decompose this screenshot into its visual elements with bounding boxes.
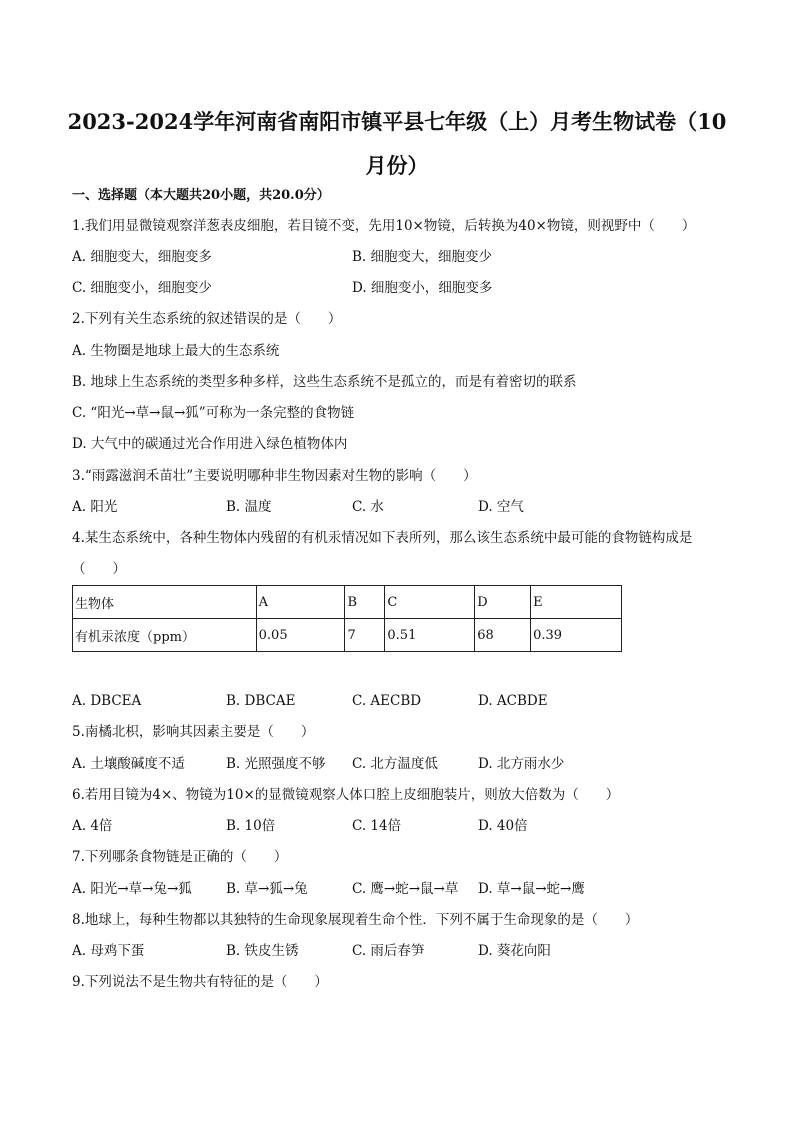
question-5-option-a[interactable]: A. 土壤酸碱度不适 [72, 756, 185, 772]
question-4-option-a[interactable]: A. DBCEA [72, 693, 142, 709]
table-cell: 生物体 [73, 586, 257, 619]
question-8-option-c[interactable]: C. 雨后春笋 [352, 943, 425, 959]
question-3-option-c[interactable]: C. 水 [352, 499, 384, 515]
question-1-option-b[interactable]: B. 细胞变大，细胞变少 [352, 249, 493, 265]
question-6-stem: 6.若用目镜为4×、物镜为10×的显微镜观察人体口腔上皮细胞装片，则放大倍数为（ ） [72, 787, 620, 803]
table-cell: 7 [345, 619, 385, 652]
question-2-option-b[interactable]: B. 地球上生态系统的类型多种多样，这些生态系统不是孤立的，而是有着密切的联系 [72, 374, 577, 390]
table-row [73, 619, 622, 652]
question-5-option-d[interactable]: D. 北方雨水少 [478, 756, 565, 772]
table-cell: 0.05 [256, 619, 345, 652]
question-4-stem: 4.某生态系统中，各种生物体内残留的有机汞情况如下表所列，那么该生态系统中最可能的食物链构成是 [72, 530, 693, 546]
question-5-stem: 5.南橘北枳，影响其因素主要是（ ） [72, 724, 315, 740]
exam-title: 2023-2024学年河南省南阳市镇平县七年级（上）月考生物试卷（10月份） [67, 109, 727, 178]
question-8-option-a[interactable]: A. 母鸡下蛋 [72, 943, 145, 959]
question-5-option-c[interactable]: C. 北方温度低 [352, 756, 438, 772]
table-cell: 0.51 [385, 619, 475, 652]
question-7-option-b[interactable]: B. 草→狐→兔 [226, 881, 308, 897]
question-7-option-a[interactable]: A. 阳光→草→兔→狐 [72, 881, 192, 897]
question-4-option-c[interactable]: C. AECBD [352, 693, 422, 709]
question-3-stem: 3.“雨露滋润禾苗壮”主要说明哪种非生物因素对生物的影响（ ） [72, 468, 477, 484]
question-3-option-d[interactable]: D. 空气 [478, 499, 524, 515]
question-6-option-d[interactable]: D. 40倍 [478, 818, 528, 834]
question-7-option-c[interactable]: C. 鹰→蛇→鼠→草 [352, 881, 459, 897]
table-cell: A [256, 586, 345, 619]
question-1-option-a[interactable]: A. 细胞变大，细胞变多 [72, 249, 212, 265]
question-3-option-a[interactable]: A. 阳光 [72, 499, 118, 515]
question-7-stem: 7.下列哪条食物链是正确的（ ） [72, 849, 288, 865]
question-8-option-d[interactable]: D. 葵花向阳 [478, 943, 551, 959]
table-cell: 68 [475, 619, 531, 652]
question-7-option-d[interactable]: D. 草→鼠→蛇→鹰 [478, 881, 585, 897]
question-1-option-c[interactable]: C. 细胞变小，细胞变少 [72, 280, 212, 296]
table-cell: C [385, 586, 475, 619]
section-heading: 一、选择题（本大题共20小题，共20.0分） [72, 188, 330, 203]
question-8-stem: 8.地球上，每种生物都以其独特的生命现象展现着生命个性．下列不属于生命现象的是（ ） [72, 912, 639, 928]
question-9-stem: 9.下列说法不是生物共有特征的是（ ） [72, 974, 328, 990]
table-cell: 有机汞浓度（ppm） [73, 619, 257, 652]
question-4-option-d[interactable]: D. ACBDE [478, 693, 548, 709]
table-cell: 0.39 [531, 619, 622, 652]
question-3-option-b[interactable]: B. 温度 [226, 499, 272, 515]
question-1-stem: 1.我们用显微镜观察洋葱表皮细胞，若目镜不变，先用10×物镜，后转换为40×物镜，则视野中（ ） [72, 218, 696, 234]
question-2-option-d[interactable]: D. 大气中的碳通过光合作用进入绿色植物体内 [72, 436, 348, 452]
question-4-stem-cont: （ ） [72, 561, 126, 577]
question-6-option-b[interactable]: B. 10倍 [226, 818, 276, 834]
table-cell: D [475, 586, 531, 619]
question-2-option-a[interactable]: A. 生物圈是地球上最大的生态系统 [72, 343, 280, 359]
question-6-option-c[interactable]: C. 14倍 [352, 818, 402, 834]
question-2-option-c[interactable]: C. “阳光→草→鼠→狐”可称为一条完整的食物链 [72, 405, 355, 421]
question-4-option-b[interactable]: B. DBCAE [226, 693, 296, 709]
question-8-option-b[interactable]: B. 铁皮生锈 [226, 943, 299, 959]
table-header-row [73, 586, 622, 619]
question-2-stem: 2.下列有关生态系统的叙述错误的是（ ） [72, 311, 342, 327]
question-5-option-b[interactable]: B. 光照强度不够 [226, 756, 326, 772]
question-1-option-d[interactable]: D. 细胞变小，细胞变多 [352, 280, 493, 296]
mercury-table [72, 585, 622, 652]
question-6-option-a[interactable]: A. 4倍 [72, 818, 113, 834]
table-cell: E [531, 586, 622, 619]
table-cell: B [345, 586, 385, 619]
